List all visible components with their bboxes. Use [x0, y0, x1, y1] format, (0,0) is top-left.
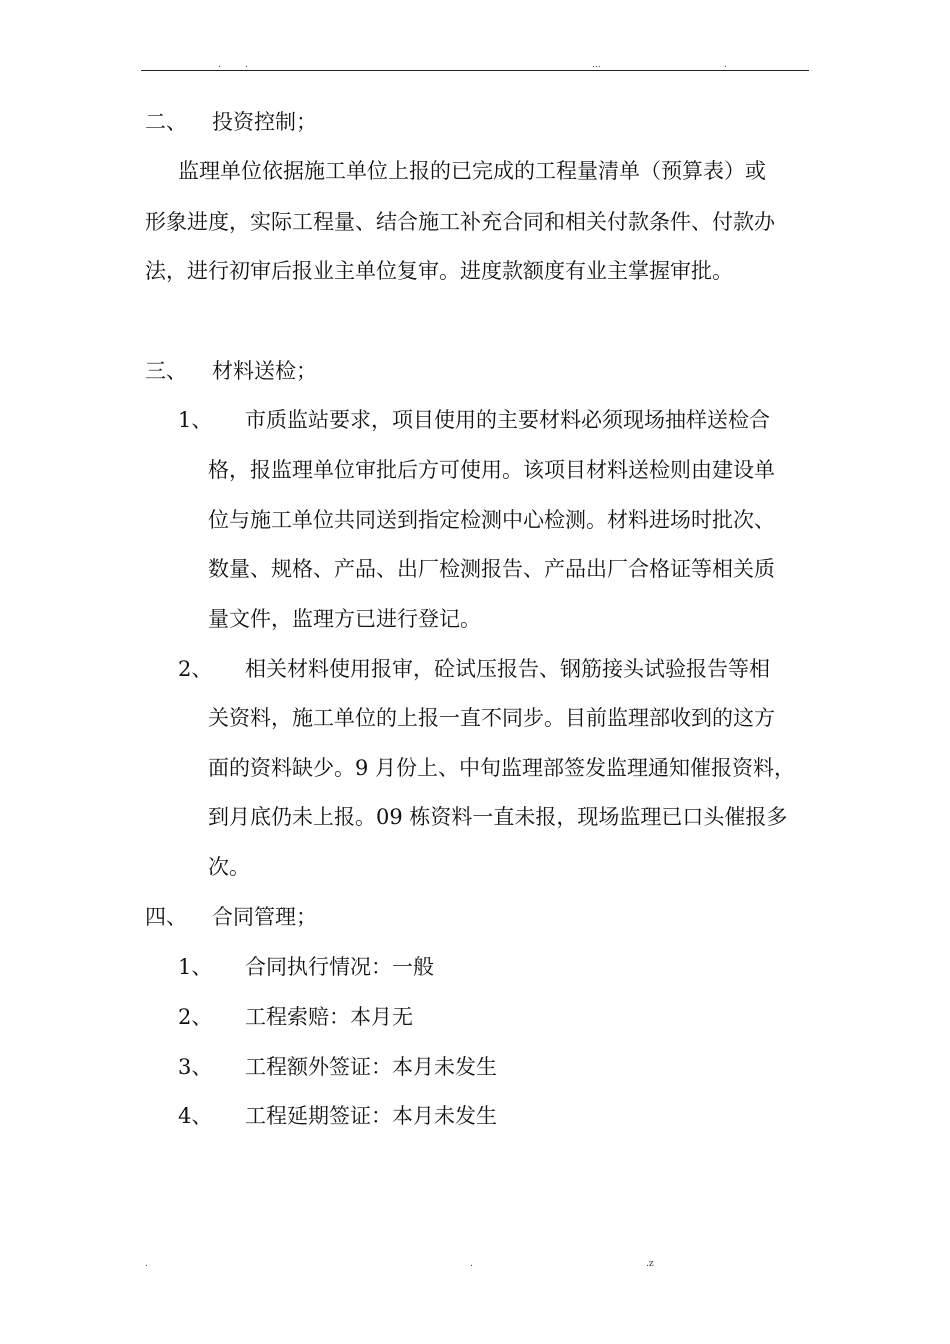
- section-4-heading: 合同管理；: [212, 905, 317, 929]
- section-4-item-text: 工程额外签证：本月未发生: [245, 1055, 497, 1079]
- footer-mark: .: [145, 1259, 148, 1269]
- section-2-line: 监理单位依据施工单位上报的已完成的工程量清单（预算表）或: [178, 159, 766, 183]
- section-3-item-2-line: 关资料，施工单位的上报一直不同步。目前监理部收到的这方: [208, 706, 775, 730]
- section-3-heading: 材料送检；: [212, 359, 317, 383]
- section-3-item-2-line: 面的资料缺少。9 月份上、中旬监理部签发监理通知催报资料，: [208, 756, 796, 780]
- section-3-item-1-line: 位与施工单位共同送到指定检测中心检测。材料进场时批次、: [208, 508, 775, 532]
- footer-mark: .: [470, 1259, 473, 1269]
- section-3-item-1-line: 格，报监理单位审批后方可使用。该项目材料送检则由建设单: [208, 458, 775, 482]
- section-3-number: 三、: [145, 359, 187, 383]
- section-3-item-1-line: 量文件，监理方已进行登记。: [208, 607, 481, 631]
- section-3-item-2-number: 2、: [178, 657, 213, 681]
- section-4-number: 四、: [145, 905, 187, 929]
- header-rule: [141, 70, 809, 71]
- section-2-number: 二、: [145, 110, 187, 134]
- section-4-item-number: 1、: [178, 955, 213, 979]
- section-4-item-number: 2、: [178, 1005, 213, 1029]
- section-3-item-2-line: 相关材料使用报审，砼试压报告、钢筋接头试验报告等相: [245, 657, 770, 681]
- section-3-item-2-line: 到月底仍未上报。09 栋资料一直未报，现场监理已口头催报多: [208, 805, 788, 829]
- header-mark: .: [218, 60, 221, 70]
- section-3-item-1-line: 市质监站要求，项目使用的主要材料必须现场抽样送检合: [245, 408, 770, 432]
- header-mark: .: [245, 60, 248, 70]
- section-3-item-1-line: 数量、规格、产品、出厂检测报告、产品出厂合格证等相关质: [208, 557, 775, 581]
- section-2-line: 法，进行初审后报业主单位复审。进度款额度有业主掌握审批。: [145, 259, 733, 283]
- section-2-line: 形象进度，实际工程量、结合施工补充合同和相关付款条件、付款办: [145, 210, 775, 234]
- header-mark: ...: [592, 60, 601, 70]
- section-4-item-text: 工程延期签证：本月未发生: [245, 1104, 497, 1128]
- section-2-heading: 投资控制；: [212, 110, 317, 134]
- section-4-item-text: 合同执行情况：一般: [245, 955, 434, 979]
- footer-mark: .z: [646, 1259, 654, 1269]
- section-4-item-text: 工程索赔：本月无: [245, 1005, 413, 1029]
- section-4-item-number: 4、: [178, 1104, 213, 1128]
- section-4-item-number: 3、: [178, 1055, 213, 1079]
- header-mark: .: [724, 60, 727, 70]
- section-3-item-2-line: 次。: [208, 855, 250, 879]
- section-3-item-1-number: 1、: [178, 408, 213, 432]
